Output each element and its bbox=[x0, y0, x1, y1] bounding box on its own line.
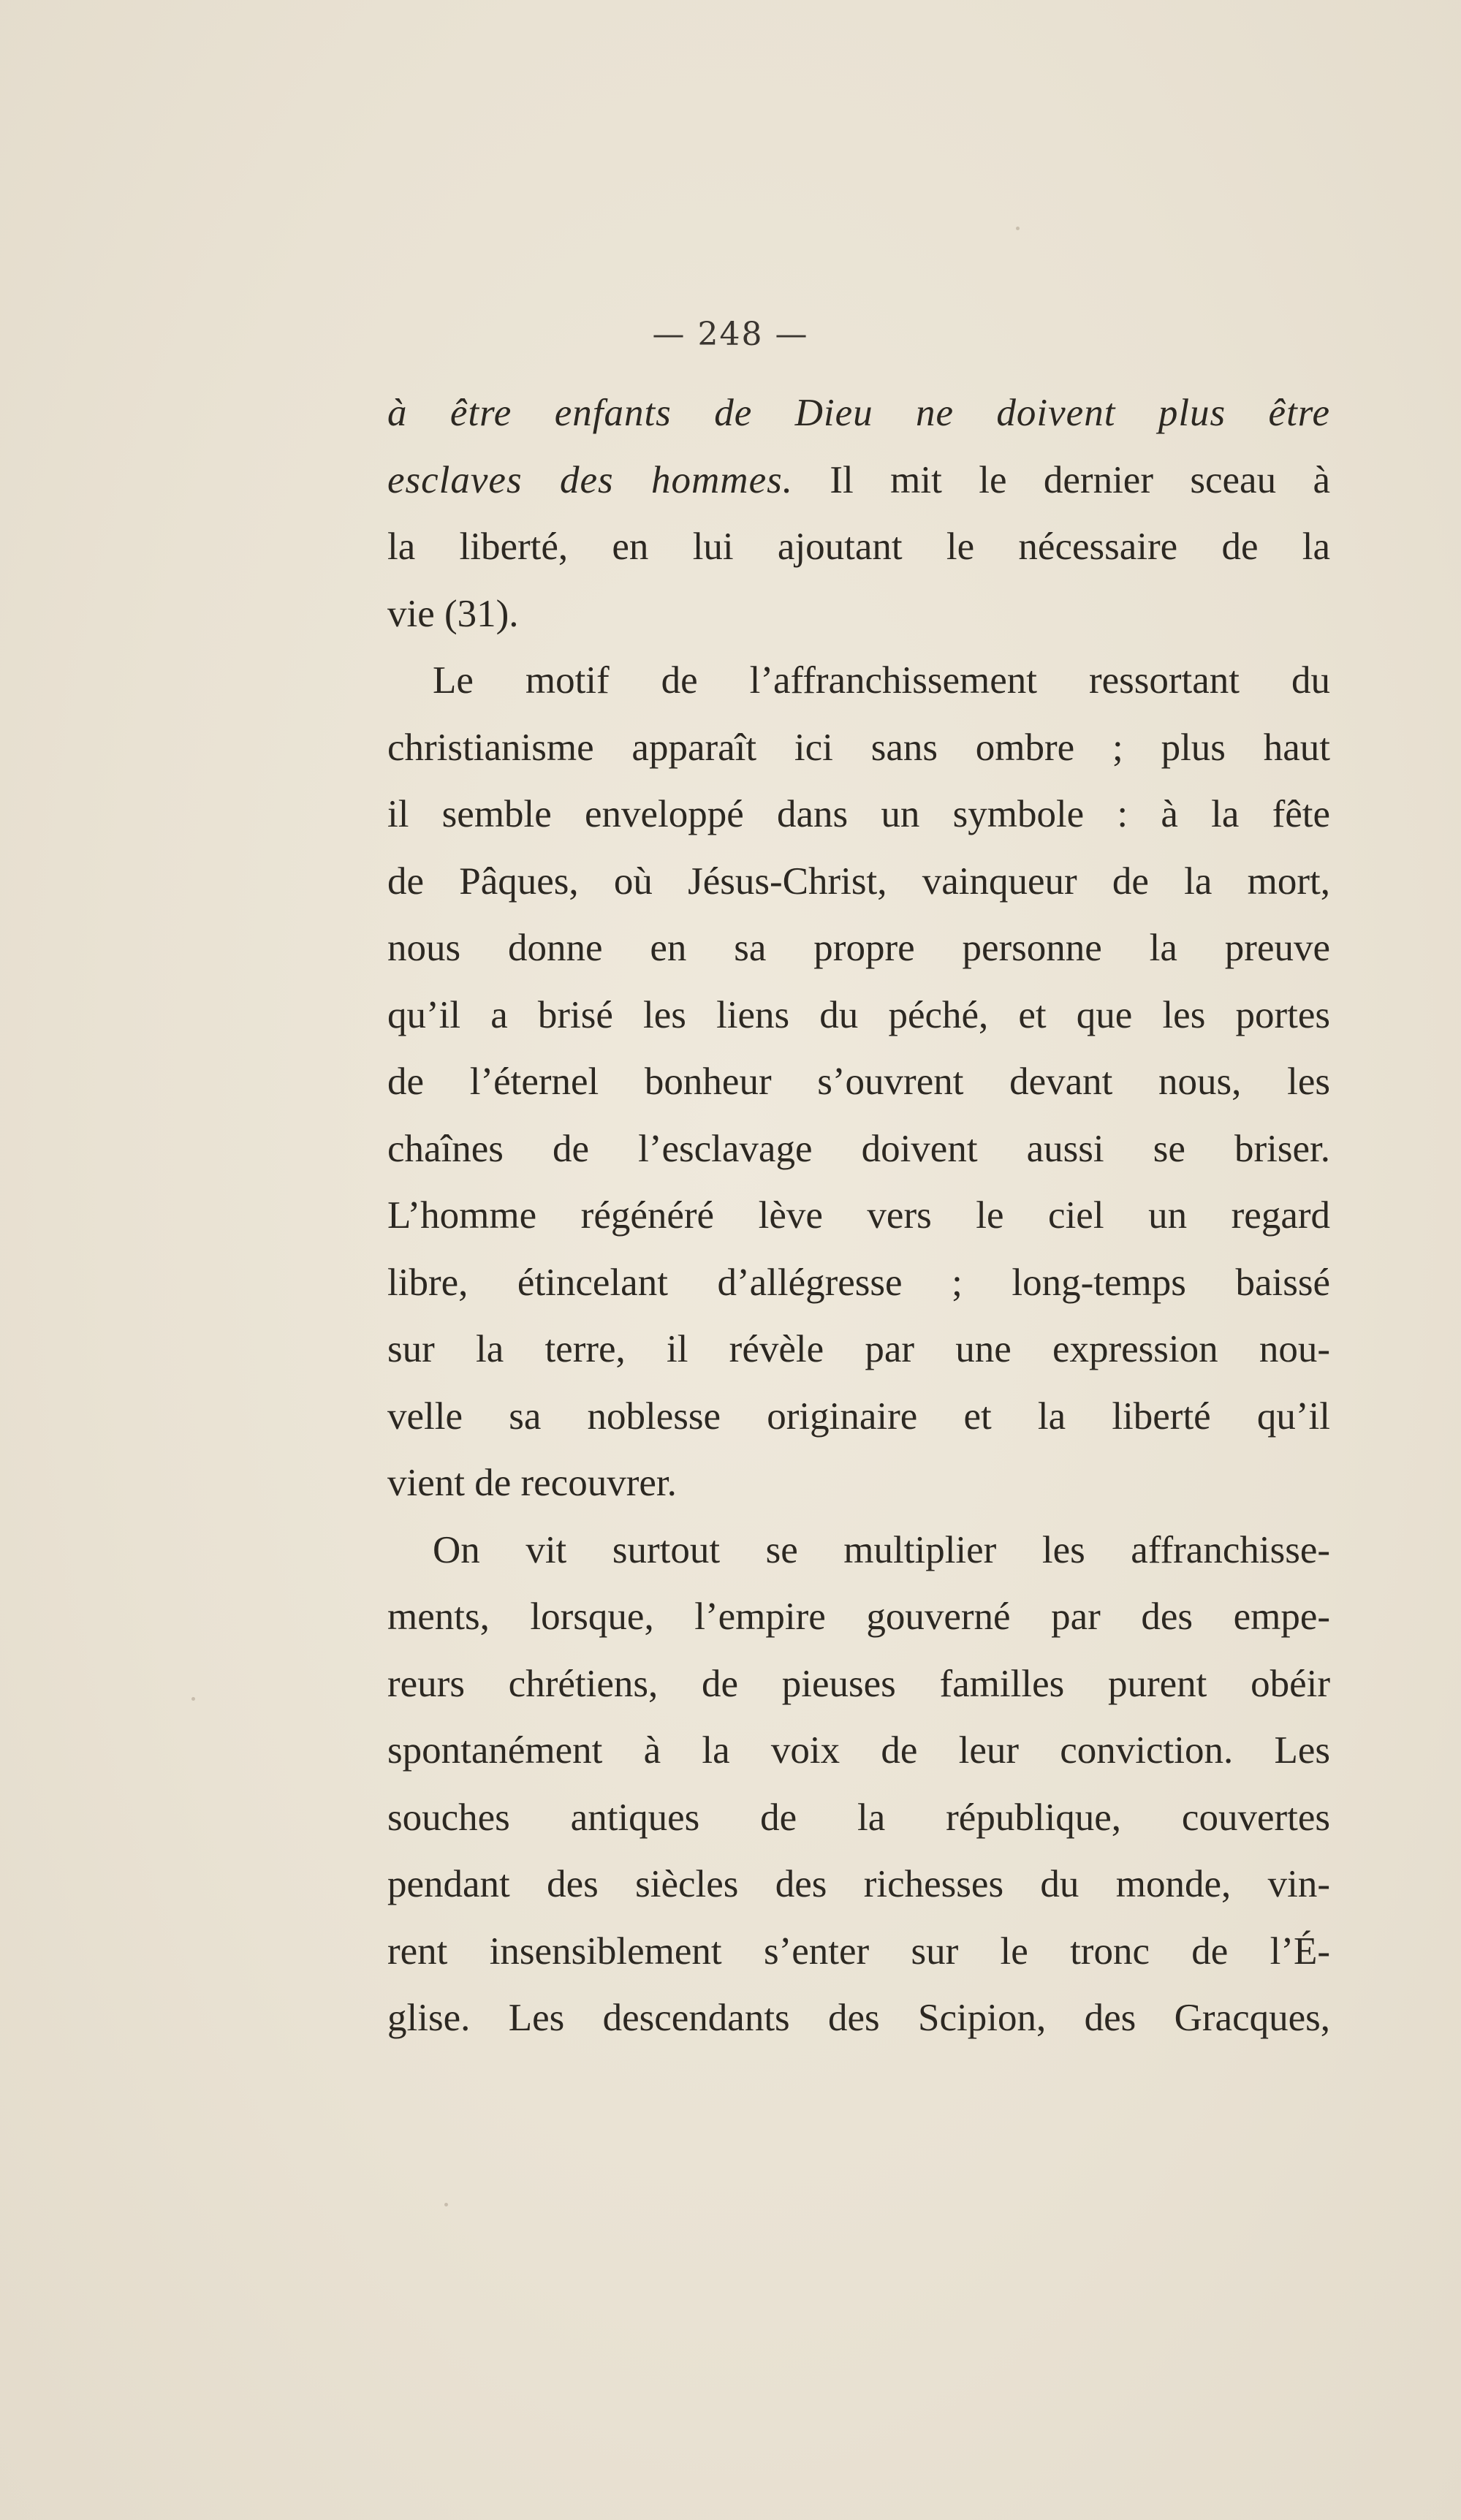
body-text bbox=[387, 380, 1330, 2052]
text-line: christianisme apparaît ici sans ombre ; plus haut bbox=[387, 726, 1330, 769]
italic-phrase: esclaves des hommes. bbox=[387, 458, 793, 501]
text-line: à être enfants de Dieu ne doivent plus être bbox=[387, 392, 1330, 434]
text-line: vient de recouvrer. bbox=[387, 1462, 677, 1504]
text-line: pendant des siècles des richesses du monde, vin- bbox=[387, 1863, 1330, 1905]
paper-speck bbox=[1016, 227, 1020, 230]
text-line: il semble enveloppé dans un symbole : à la fête bbox=[387, 793, 1330, 835]
text-line bbox=[387, 447, 1330, 515]
text-line: sur la terre, il révèle par une expression nou- bbox=[387, 1328, 1330, 1370]
text-line: L’homme régénéré lève vers le ciel un regard bbox=[387, 1194, 1330, 1237]
text-line: souches antiques de la république, couvertes bbox=[387, 1796, 1330, 1839]
text-line: rent insensiblement s’enter sur le tronc de l’É- bbox=[387, 1929, 1330, 1973]
page-number-header: — 248 — bbox=[652, 316, 809, 353]
text-line: qu’il a brisé les liens du péché, et que les portes bbox=[387, 993, 1330, 1036]
text-line: On vit surtout se multiplier les affranchisse- bbox=[433, 1528, 1330, 1571]
text-line: libre, étincelant d’allégresse ; long-temps baissé bbox=[387, 1261, 1330, 1304]
text-line: glise. Les descendants des Scipion, des Gracques, bbox=[387, 1997, 1330, 2039]
text-line: reurs chrétiens, de pieuses familles purent obéir bbox=[387, 1662, 1330, 1705]
roman-phrase: Il mit le dernier sceau à bbox=[792, 458, 1331, 501]
text-line: la liberté, en lui ajoutant le nécessaire de la bbox=[387, 525, 1330, 568]
text-line: chaînes de l’esclavage doivent aussi se briser. bbox=[387, 1127, 1330, 1170]
text-line: ments, lorsque, l’empire gouverné par des empe- bbox=[387, 1595, 1330, 1638]
text-line: spontanément à la voix de leur conviction. Les bbox=[387, 1729, 1330, 1772]
text-line: de Pâques, où Jésus-Christ, vainqueur de la mort, bbox=[387, 859, 1330, 903]
paper-speck bbox=[444, 2203, 448, 2206]
text-line: nous donne en sa propre personne la preuve bbox=[387, 927, 1330, 969]
paper-speck bbox=[191, 1697, 195, 1701]
text-line: Le motif de l’affranchissement ressortant du bbox=[433, 659, 1330, 702]
text-line: velle sa noblesse originaire et la liberté qu’il bbox=[387, 1394, 1330, 1438]
text-line: vie (31). bbox=[387, 592, 519, 635]
text-line: de l’éternel bonheur s’ouvrent devant nous, les bbox=[387, 1060, 1330, 1103]
